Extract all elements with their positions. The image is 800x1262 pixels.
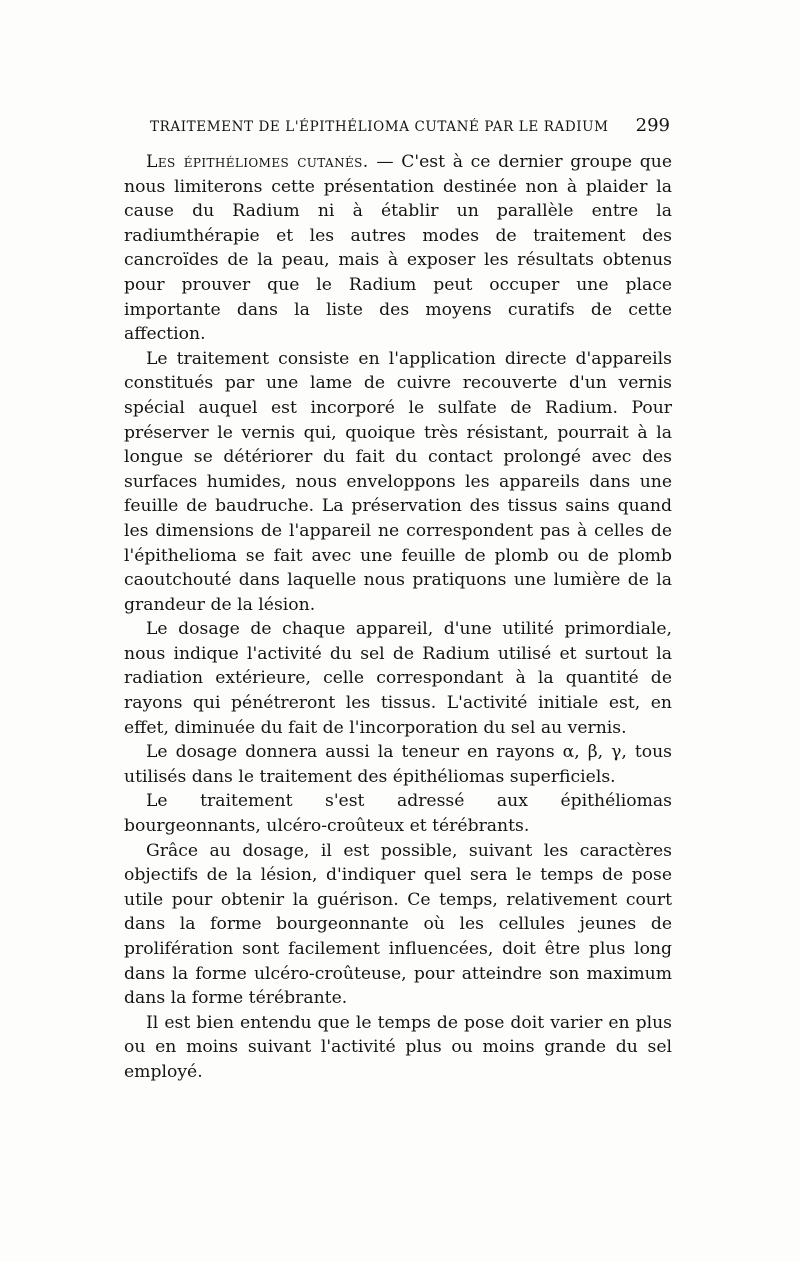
paragraph-3: Le dosage de chaque appareil, d'une utilité primordiale, nous indique l'activité du sel de Radium utilisé et surtout la radiation extérieure, celle correspondant à la quantité de rayons qui pénétreront les tissus. L'activité initiale est, en effet, diminuée du fait de l'incorporation du sel au vernis.	[124, 619, 672, 738]
paragraph-1	[124, 150, 672, 347]
paragraph-4: Le dosage donnera aussi la teneur en rayons α, β, γ, tous utilisés dans le traitement des épithéliomas superficiels.	[124, 742, 672, 787]
paragraph-2: Le traitement consiste en l'application directe d'appareils constitués par une lame de cuivre recouverte d'un vernis spécial auquel est incorporé le sulfate de Radium. Pour préserver le vernis qui, quoique très résistant, pourrait à la longue se détériorer du fait du contact prolongé avec des surfaces humides, nous enveloppons les appareils dans une feuille de baudruche. La préservation des tissus sains quand les dimensions de l'appareil ne correspondent pas à celles de l'épithelioma se fait avec une feuille de plomb ou de plomb caoutchouté dans laquelle nous pratiquons une lumière de la grandeur de la lésion.	[124, 348, 672, 615]
paragraph-7: Il est bien entendu que le temps de pose doit varier en plus ou en moins suivant l'activité plus ou moins grande du sel employé.	[124, 1012, 672, 1082]
section-heading: Les épithéliomes cutanés.	[146, 152, 369, 172]
body-text	[124, 150, 672, 1085]
paragraph-1-text: — C'est à ce dernier groupe que nous limiterons cette présentation destinée non à plaider la cause du Radium ni à établir un parallèle entre la radiumthérapie et les autres modes de traitement des cancroïdes de la peau, mais à exposer les résultats obtenus pour prouver que le Radium peut occuper une place importante dans la liste des moyens curatifs de cette affection.	[124, 152, 672, 345]
running-head-title: TRAITEMENT DE L'ÉPITHÉLIOMA CUTANÉ PAR LE RADIUM	[150, 119, 609, 135]
paragraph-6: Grâce au dosage, il est possible, suivant les caractères objectifs de la lésion, d'indiquer quel sera le temps de pose utile pour obtenir la guérison. Ce temps, relativement court dans la forme bourgeonnante où les cellules jeunes de prolifération sont facilement influencées, doit être plus long dans la forme ulcéro-croûteuse, pour atteindre son maximum dans la forme térébrante.	[124, 840, 672, 1009]
paragraph-5: Le traitement s'est adressé aux épithéliomas bourgeonnants, ulcéro-croûteux et térébrants.	[124, 791, 672, 837]
running-head	[150, 116, 670, 138]
page-number: 299	[635, 115, 670, 136]
